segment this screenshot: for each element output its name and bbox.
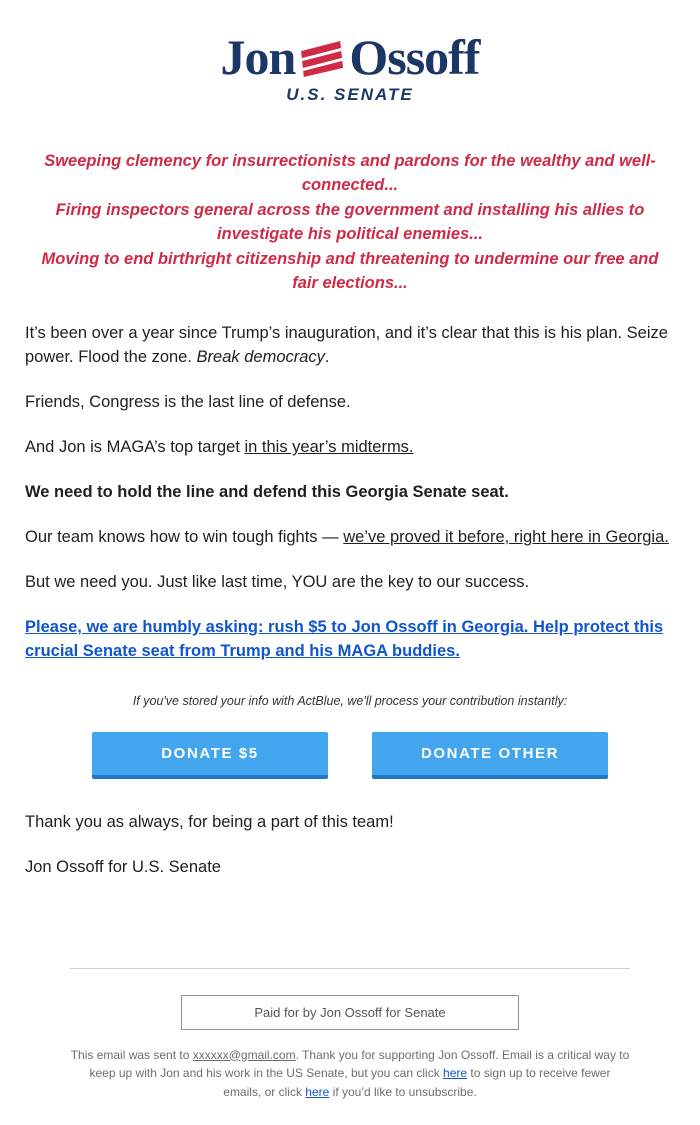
divider	[70, 968, 630, 969]
donate-5-button[interactable]: DONATE $5	[92, 732, 328, 779]
donate-ask-link[interactable]: Please, we are humbly asking: rush $5 to Jon Ossoff in Georgia. Help protect this crucial Senate seat from Trump and his MAGA buddies.	[25, 617, 664, 660]
p3-text: And Jon is MAGA’s top target	[25, 438, 245, 457]
unsubscribe-link[interactable]: here	[305, 1084, 330, 1099]
thanks-text: Thank you as always, for being a part of this team!	[25, 812, 394, 831]
paragraph-plan	[25, 322, 675, 370]
footer-disclaimer	[70, 1046, 630, 1125]
midterms-link[interactable]: in this year’s midterms.	[244, 438, 414, 457]
logo-ossoff-text: Ossoff	[349, 29, 480, 85]
donate-other-button[interactable]: DONATE OTHER	[372, 732, 608, 779]
p1-text: It’s been over a year since Trump’s inauguration, and it’s clear that this is his plan. Seize power. Flood the zone.	[25, 324, 668, 367]
p5-text: Our team knows how to win tough fights —	[25, 528, 344, 547]
p1-italic-text: Break democracy	[196, 348, 325, 367]
actblue-note: If you've stored your info with ActBlue, we'll process your contribution instantly:	[132, 693, 568, 708]
p1-period: .	[324, 348, 330, 367]
paragraph-defense: Friends, Congress is the last line of defense.	[25, 393, 351, 412]
footer-part3: to sign up to receive fewer emails, or click	[223, 1066, 611, 1099]
footer-part1: This email was sent to	[70, 1047, 193, 1062]
paragraph-tough-fights	[25, 526, 675, 550]
logo-subtitle: U.S. SENATE	[286, 85, 414, 104]
paid-for-box	[181, 995, 519, 1030]
campaign-logo	[25, 0, 675, 105]
paid-for-text: Paid for by Jon Ossoff for Senate	[254, 1004, 446, 1020]
paragraph-donate-ask	[25, 616, 675, 664]
red-intro-line-1: Sweeping clemency for insurrectionists and pardons for the wealthy and well-connected...	[44, 152, 656, 195]
proved-it-before-link[interactable]: we’ve proved it before, right here in Georgia.	[343, 528, 669, 547]
flag-icon	[300, 34, 344, 84]
signature-text: Jon Ossoff for U.S. Senate	[25, 857, 221, 876]
footer-part4: if you’d like to unsubscribe.	[329, 1084, 477, 1099]
footer-part2: . Thank you for supporting Jon Ossoff. Email is a critical way to keep up with Jon and his work in the US Senate, but you can click	[89, 1047, 630, 1081]
logo-jon-text: Jon	[220, 29, 296, 85]
recipient-email: xxxxxx@gmail.com	[192, 1047, 296, 1062]
paragraph-target	[25, 436, 675, 460]
paragraph-we-need-you: But we need you. Just like last time, YOU are the key to our success.	[25, 572, 530, 591]
red-intro-line-3: Moving to end birthright citizenship and threatening to undermine our free and fair elections...	[41, 249, 659, 293]
logo-wordmark	[220, 29, 480, 85]
donate-button-row	[25, 732, 675, 779]
fewer-emails-link[interactable]: here	[443, 1066, 468, 1081]
paragraph-hold-the-line: We need to hold the line and defend this Georgia Senate seat.	[25, 483, 509, 502]
red-intro-line-2: Firing inspectors general across the government and installing his allies to investigate his political enemies...	[55, 200, 645, 244]
red-intro-block	[41, 149, 659, 295]
